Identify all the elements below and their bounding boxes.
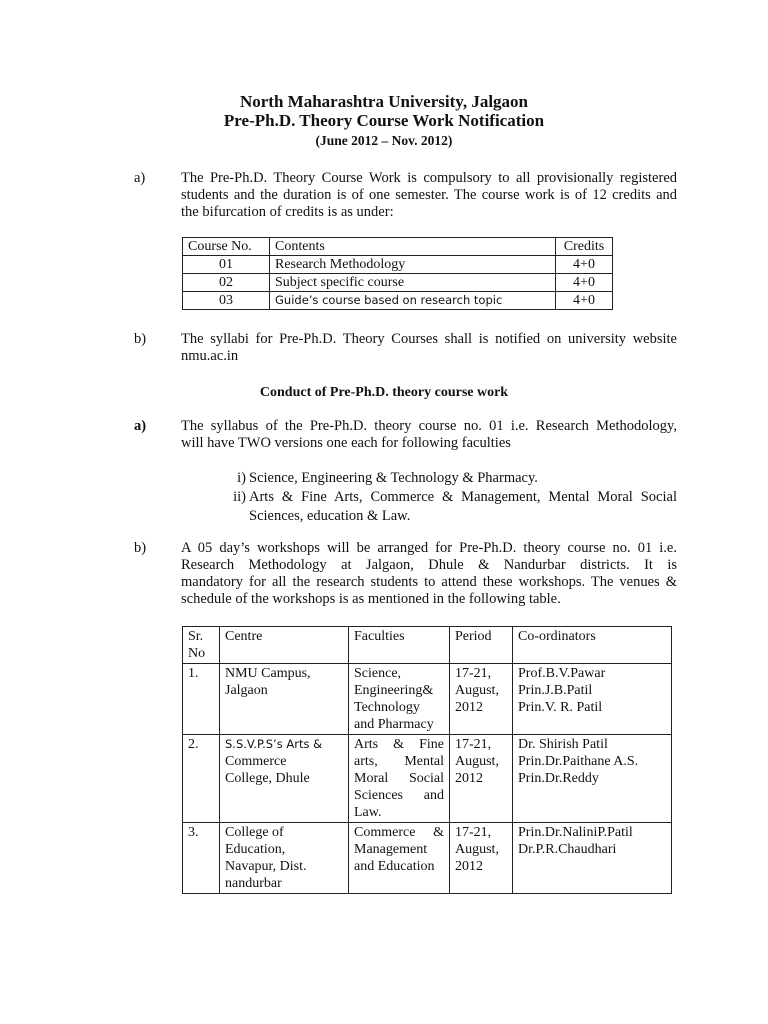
table-cell: 1. bbox=[183, 664, 220, 735]
table-row bbox=[183, 664, 672, 735]
paragraph-line: The syllabus of the Pre-Ph.D. theory course no. 01 i.e. Research Methodology, bbox=[181, 418, 677, 434]
item-label-a: a) bbox=[134, 418, 147, 434]
cell-line: Prin.J.B.Patil bbox=[518, 683, 593, 698]
table-cell: 02 bbox=[183, 274, 270, 292]
faculty-list bbox=[226, 470, 678, 525]
cell-line: Prin.Dr.Paithane A.S. bbox=[518, 754, 639, 769]
table-row bbox=[183, 256, 613, 274]
cell-line: Moral Social bbox=[354, 771, 444, 786]
cell-line: nandurbar bbox=[225, 876, 282, 891]
list-item-continuation bbox=[226, 508, 678, 525]
cell-line: and Pharmacy bbox=[354, 717, 434, 732]
table-cell bbox=[513, 823, 672, 894]
table-cell bbox=[220, 823, 349, 894]
cell-line: 17-21, bbox=[455, 825, 492, 840]
paragraph-workshops bbox=[181, 540, 677, 608]
table-cell: 4+0 bbox=[556, 256, 613, 274]
cell-line: Sciences and bbox=[354, 788, 444, 803]
cell-line: August, bbox=[455, 754, 499, 769]
table-header-row bbox=[183, 627, 672, 664]
cell-line: Arts & Fine bbox=[354, 737, 444, 752]
item-label-b: b) bbox=[134, 540, 147, 556]
cell-line: arts, Mental bbox=[354, 754, 444, 769]
cell-line: Dr.P.R.Chaudhari bbox=[518, 842, 617, 857]
table-cell: 4+0 bbox=[556, 274, 613, 292]
list-item-number: ii) bbox=[233, 489, 246, 505]
table-cell bbox=[450, 664, 513, 735]
table-row bbox=[183, 292, 613, 310]
cell-line: Science, bbox=[354, 666, 402, 681]
paragraph-line: The Pre-Ph.D. Theory Course Work is compulsory to all provisionally registered bbox=[181, 170, 677, 186]
table-cell bbox=[513, 735, 672, 823]
table-header-row bbox=[183, 238, 613, 256]
list-item-text: Arts & Fine Arts, Commerce & Management, Mental Moral Social bbox=[249, 489, 677, 505]
cell-line: 2012 bbox=[455, 859, 483, 874]
table-header-cell: Period bbox=[450, 627, 513, 664]
section-heading: Conduct of Pre-Ph.D. theory course work bbox=[259, 385, 509, 400]
paragraph-line: students and the duration is of one semester. The course work is of 12 credits and bbox=[181, 187, 677, 203]
paragraph-line: nmu.ac.in bbox=[181, 348, 239, 364]
paragraph-line: will have TWO versions one each for following faculties bbox=[181, 435, 511, 451]
table-cell: Guide’s course based on research topic bbox=[270, 292, 556, 310]
table-row bbox=[183, 274, 613, 292]
list-item-text: Science, Engineering & Technology & Pharmacy. bbox=[249, 470, 538, 486]
cell-line: Technology bbox=[354, 700, 420, 715]
table-cell bbox=[220, 664, 349, 735]
table-cell bbox=[513, 664, 672, 735]
cell-line: 2012 bbox=[455, 771, 483, 786]
paragraph-line: Research Methodology at Jalgaon, Dhule & Nandurbar districts. It is bbox=[181, 557, 677, 573]
table-header-cell: Course No. bbox=[183, 238, 270, 256]
table-cell: 4+0 bbox=[556, 292, 613, 310]
table-cell bbox=[349, 735, 450, 823]
table-header-cell: Credits bbox=[556, 238, 613, 256]
cell-line: Prin.Dr.Reddy bbox=[518, 771, 599, 786]
list-item-number: i) bbox=[237, 470, 246, 486]
paragraph-line: the bifurcation of credits is as under: bbox=[181, 204, 394, 220]
list-item bbox=[226, 470, 678, 487]
cell-line: and Education bbox=[354, 859, 435, 874]
cell-line: College of bbox=[225, 825, 284, 840]
cell-line: Commerce bbox=[225, 754, 287, 769]
cell-line: Commerce & bbox=[354, 825, 444, 840]
credits-table bbox=[182, 237, 613, 310]
cell-line: NMU Campus, bbox=[225, 666, 311, 681]
table-header-cell: Sr. No bbox=[183, 627, 220, 664]
cell-line: Prof.B.V.Pawar bbox=[518, 666, 606, 681]
table-cell: 03 bbox=[183, 292, 270, 310]
cell-line: College, Dhule bbox=[225, 771, 310, 786]
paragraph-line: A 05 day’s workshops will be arranged for Pre-Ph.D. theory course no. 01 i.e. bbox=[181, 540, 677, 556]
cell-line: Prin.Dr.NaliniP.Patil bbox=[518, 825, 633, 840]
cell-line: Prin.V. R. Patil bbox=[518, 700, 603, 715]
table-header-cell: Faculties bbox=[349, 627, 450, 664]
item-label-a: a) bbox=[134, 170, 146, 186]
list-item-text: Sciences, education & Law. bbox=[249, 508, 411, 524]
table-cell: Subject specific course bbox=[270, 274, 556, 292]
cell-line: 2012 bbox=[455, 700, 483, 715]
table-cell: 3. bbox=[183, 823, 220, 894]
table-header-cell: Contents bbox=[270, 238, 556, 256]
cell-line: Management bbox=[354, 842, 428, 857]
cell-line: Navapur, Dist. bbox=[225, 859, 307, 874]
list-item bbox=[226, 489, 678, 508]
cell-line: S.S.V.P.S’s Arts & bbox=[225, 737, 323, 751]
paragraph-syllabus-versions bbox=[181, 418, 677, 452]
cell-line: Dr. Shirish Patil bbox=[518, 737, 608, 752]
table-row bbox=[183, 823, 672, 894]
table-cell bbox=[349, 664, 450, 735]
cell-line: Law. bbox=[354, 805, 382, 820]
table-cell bbox=[220, 735, 349, 823]
table-header-cell: Co-ordinators bbox=[513, 627, 672, 664]
table-cell: 01 bbox=[183, 256, 270, 274]
item-label-b: b) bbox=[134, 331, 147, 347]
cell-line: Jalgaon bbox=[225, 683, 268, 698]
table-cell: 2. bbox=[183, 735, 220, 823]
cell-line: August, bbox=[455, 842, 499, 857]
notification-period: (June 2012 – Nov. 2012) bbox=[315, 133, 453, 148]
workshop-table bbox=[182, 626, 672, 894]
table-row bbox=[183, 735, 672, 823]
paragraph-syllabi bbox=[181, 331, 677, 365]
university-title: North Maharashtra University, Jalgaon bbox=[239, 92, 529, 111]
cell-line: Engineering& bbox=[354, 683, 434, 698]
paragraph-line: schedule of the workshops is as mentioned in the following table. bbox=[181, 591, 561, 607]
table-cell bbox=[450, 735, 513, 823]
paragraph-line: The syllabi for Pre-Ph.D. Theory Courses shall is notified on university website bbox=[181, 331, 677, 347]
cell-line: 17-21, bbox=[455, 666, 492, 681]
notification-title: Pre-Ph.D. Theory Course Work Notification bbox=[223, 111, 545, 130]
cell-line: 17-21, bbox=[455, 737, 492, 752]
table-header-cell: Centre bbox=[220, 627, 349, 664]
paragraph-course-work bbox=[181, 170, 677, 221]
cell-line: August, bbox=[455, 683, 499, 698]
table-cell: Research Methodology bbox=[270, 256, 556, 274]
cell-line: Education, bbox=[225, 842, 286, 857]
paragraph-line: mandatory for all the research students to attend these workshops. The venues & bbox=[181, 574, 677, 590]
table-cell bbox=[349, 823, 450, 894]
table-cell bbox=[450, 823, 513, 894]
